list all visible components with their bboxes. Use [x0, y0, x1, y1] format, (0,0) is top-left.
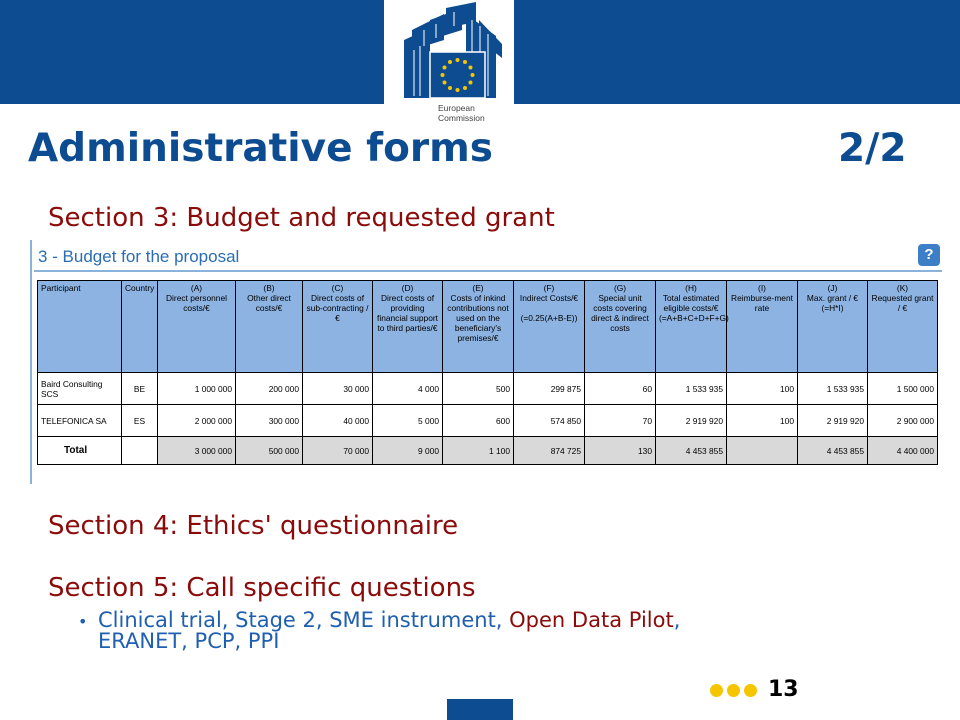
section-3-heading: Section 3: Budget and requested grant — [48, 203, 555, 233]
total-value-cell — [122, 437, 158, 465]
budget-header-cell: (A) Direct personnel costs/€ — [158, 281, 236, 373]
budget-header-cell: (E) Costs of inkind contributions not used on the beneficiary's premises/€ — [443, 281, 514, 373]
budget-value-cell: 500 — [443, 373, 514, 405]
eu-star-icon — [456, 58, 460, 62]
dot-icon — [710, 684, 723, 697]
budget-total-row — [38, 437, 938, 465]
total-value-cell: 500 000 — [236, 437, 303, 465]
budget-value-cell: 1 533 935 — [656, 373, 727, 405]
budget-value-cell: 1 533 935 — [798, 373, 868, 405]
eu-star-icon — [441, 73, 445, 77]
section-5-heading: Section 5: Call specific questions — [48, 573, 476, 603]
call-specific-bullet — [78, 608, 918, 653]
budget-panel-title: 3 - Budget for the proposal — [38, 247, 240, 266]
budget-header-cell: (D) Direct costs of providing financial support to third parties/€ — [373, 281, 443, 373]
eu-star-icon — [443, 81, 447, 85]
budget-value-cell: 5 000 — [373, 405, 443, 437]
budget-table — [37, 280, 938, 465]
help-icon[interactable]: ? — [918, 244, 940, 266]
budget-header-cell: (J) Max. grant / € (=H*I) — [798, 281, 868, 373]
budget-row — [38, 405, 938, 437]
page-title: Administrative forms — [28, 126, 493, 171]
budget-value-cell: 70 — [585, 405, 656, 437]
bullet-text-part3: , — [673, 608, 681, 632]
budget-value-cell: 300 000 — [236, 405, 303, 437]
panel-left-border — [30, 240, 32, 484]
budget-value-cell: 2 919 920 — [798, 405, 868, 437]
budget-header-cell: Participant — [38, 281, 122, 373]
dot-icon — [727, 684, 740, 697]
eu-star-icon — [463, 60, 467, 64]
budget-header-cell: (K) Requested grant / € — [868, 281, 938, 373]
bullet-text-part1: Clinical trial, Stage 2, SME instrument, — [98, 608, 510, 632]
bullet-text-line2: ERANET, PCP, PPI — [98, 629, 280, 653]
eu-star-icon — [468, 81, 472, 85]
panel-divider — [34, 270, 942, 272]
budget-header-cell: (G) Special unit costs covering direct & indirect costs — [585, 281, 656, 373]
participant-name-cell: Baird Consulting SCS — [38, 373, 122, 405]
budget-value-cell: 1 000 000 — [158, 373, 236, 405]
budget-value-cell: 60 — [585, 373, 656, 405]
budget-value-cell: 200 000 — [236, 373, 303, 405]
country-cell: ES — [122, 405, 158, 437]
page-fraction: 2/2 — [838, 126, 907, 171]
budget-value-cell: 2 900 000 — [868, 405, 938, 437]
budget-value-cell: 4 000 — [373, 373, 443, 405]
eu-star-icon — [471, 73, 475, 77]
budget-header-cell: (B) Other direct costs/€ — [236, 281, 303, 373]
budget-value-cell: 40 000 — [303, 405, 373, 437]
total-value-cell: 130 — [585, 437, 656, 465]
eu-star-icon — [443, 66, 447, 70]
decorative-dots — [710, 684, 764, 698]
budget-value-cell: 2 000 000 — [158, 405, 236, 437]
total-value-cell: 874 725 — [514, 437, 585, 465]
total-value-cell: 9 000 — [373, 437, 443, 465]
total-value-cell: 70 000 — [303, 437, 373, 465]
total-value-cell: 4 453 855 — [656, 437, 727, 465]
budget-value-cell: 1 500 000 — [868, 373, 938, 405]
total-value-cell — [727, 437, 798, 465]
total-value-cell: 4 400 000 — [868, 437, 938, 465]
budget-header-cell: (I) Reimburse-ment rate — [727, 281, 798, 373]
page-number: 13 — [768, 677, 799, 702]
budget-row — [38, 373, 938, 405]
budget-value-cell: 299 875 — [514, 373, 585, 405]
bullet-dot-icon: • — [78, 612, 88, 631]
budget-value-cell: 100 — [727, 373, 798, 405]
total-label-cell: Total — [38, 437, 122, 465]
budget-header-row — [38, 281, 938, 373]
eu-star-icon — [448, 86, 452, 90]
eu-star-icon — [456, 88, 460, 92]
eu-star-icon — [448, 60, 452, 64]
participant-name-cell: TELEFONICA SA — [38, 405, 122, 437]
eu-star-icon — [468, 66, 472, 70]
commission-building-icon — [384, 0, 514, 104]
total-value-cell: 3 000 000 — [158, 437, 236, 465]
budget-header-cell: (H) Total estimated eligible costs/€ (=A+B+C+D+F+G) — [656, 281, 727, 373]
budget-form-screenshot — [30, 240, 944, 484]
budget-header-cell: Country — [122, 281, 158, 373]
budget-value-cell: 2 919 920 — [656, 405, 727, 437]
budget-header-cell: (C) Direct costs of sub-contracting /€ — [303, 281, 373, 373]
logo-line-european: European — [438, 103, 475, 113]
logo-wordmark — [438, 103, 485, 123]
total-value-cell: 4 453 855 — [798, 437, 868, 465]
country-cell: BE — [122, 373, 158, 405]
dot-icon — [744, 684, 757, 697]
footer-flag-strip — [447, 699, 513, 720]
logo-line-commission: Commission — [438, 113, 485, 123]
budget-value-cell: 30 000 — [303, 373, 373, 405]
bullet-text-open-data-pilot: Open Data Pilot — [509, 608, 674, 632]
eu-star-icon — [463, 86, 467, 90]
total-value-cell: 1 100 — [443, 437, 514, 465]
budget-value-cell: 600 — [443, 405, 514, 437]
budget-value-cell: 574 850 — [514, 405, 585, 437]
budget-value-cell: 100 — [727, 405, 798, 437]
section-4-heading: Section 4: Ethics' questionnaire — [48, 511, 459, 541]
budget-header-cell: (F) Indirect Costs/€ (=0.25(A+B-E)) — [514, 281, 585, 373]
